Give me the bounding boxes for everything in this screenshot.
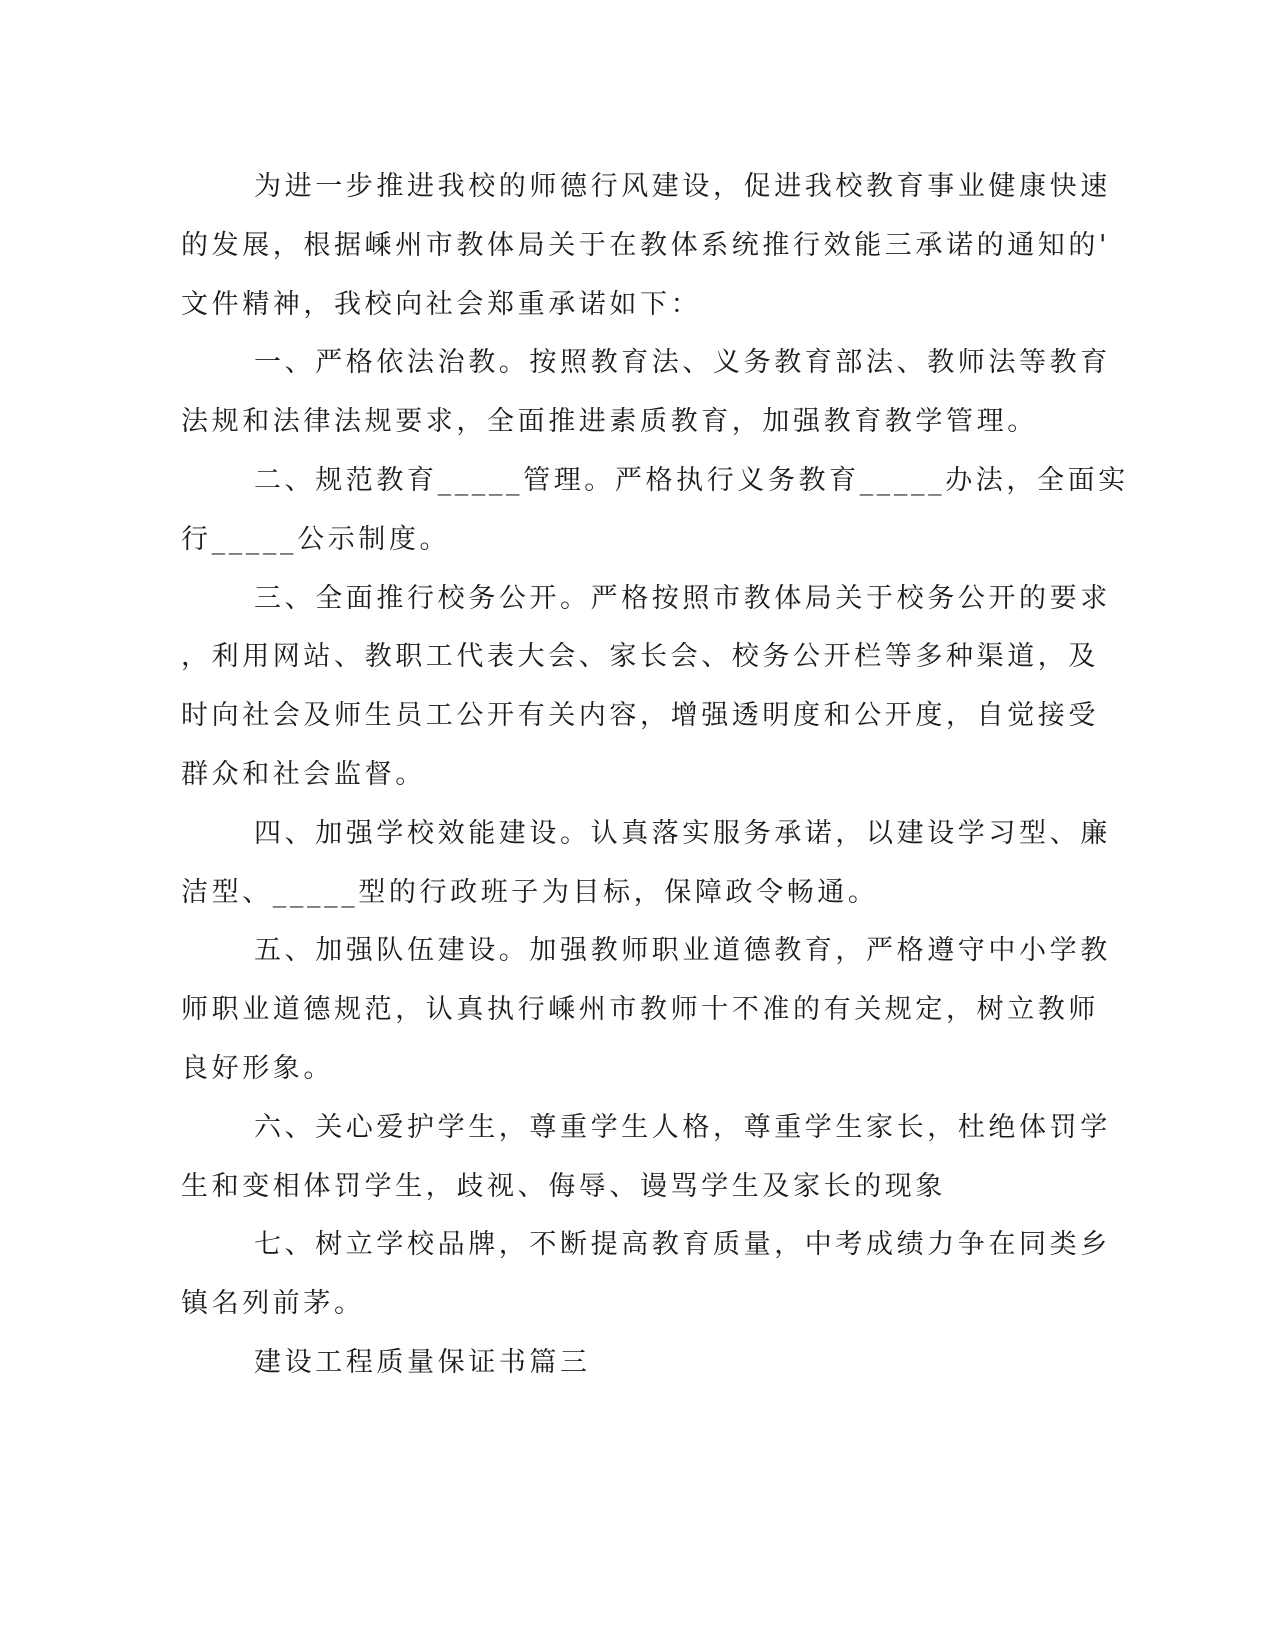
paragraph-intro-line-2: 的发展，根据嵊州市教体局关于在教体系统推行效能三承诺的通知的' [181, 229, 1111, 261]
item-4-line-2: 洁型、_____型的行政班子为目标，保障政令畅通。 [181, 876, 879, 908]
section-heading: 建设工程质量保证书篇三 [254, 1346, 591, 1378]
item-1-line-2: 法规和法律法规要求，全面推进素质教育，加强教育教学管理。 [181, 406, 1038, 438]
item-3-line-3: 时向社会及师生员工公开有关内容，增强透明度和公开度，自觉接受 [181, 700, 1099, 732]
item-5-line-2: 师职业道德规范，认真执行嵊州市教师十不准的有关规定，树立教师 [181, 994, 1099, 1026]
item-1-line-1: 一、严格依法治教。按照教育法、义务教育部法、教师法等教育 [254, 347, 1111, 379]
item-6-line-1: 六、关心爱护学生，尊重学生人格，尊重学生家长，杜绝体罚学 [254, 1111, 1111, 1143]
paragraph-intro-line-1: 为进一步推进我校的师德行风建设，促进我校教育事业健康快速 [254, 171, 1111, 202]
item-3-line-4: 群众和社会监督。 [181, 758, 426, 790]
item-7-line-1: 七、树立学校品牌，不断提高教育质量，中考成绩力争在同类乡 [254, 1229, 1111, 1261]
item-5-line-3: 良好形象。 [181, 1052, 334, 1084]
item-7-line-2: 镇名列前茅。 [181, 1288, 365, 1320]
item-6-line-2: 生和变相体罚学生，歧视、侮辱、谩骂学生及家长的现象 [181, 1170, 946, 1202]
document-body [181, 158, 1129, 1393]
item-4-line-1: 四、加强学校效能建设。认真落实服务承诺，以建设学习型、廉 [254, 817, 1111, 849]
item-2-line-2: 行_____公示制度。 [181, 523, 451, 555]
item-5-line-1: 五、加强队伍建设。加强教师职业道德教育，严格遵守中小学教 [254, 935, 1111, 967]
paragraph-intro-line-3: 文件精神，我校向社会郑重承诺如下： [181, 288, 702, 320]
item-2-line-1: 二、规范教育_____管理。严格执行义务教育_____办法，全面实 [254, 464, 1129, 496]
item-3-line-2: ，利用网站、教职工代表大会、家长会、校务公开栏等多种渠道，及 [181, 641, 1099, 673]
item-3-line-1: 三、全面推行校务公开。严格按照市教体局关于校务公开的要求 [254, 582, 1111, 614]
